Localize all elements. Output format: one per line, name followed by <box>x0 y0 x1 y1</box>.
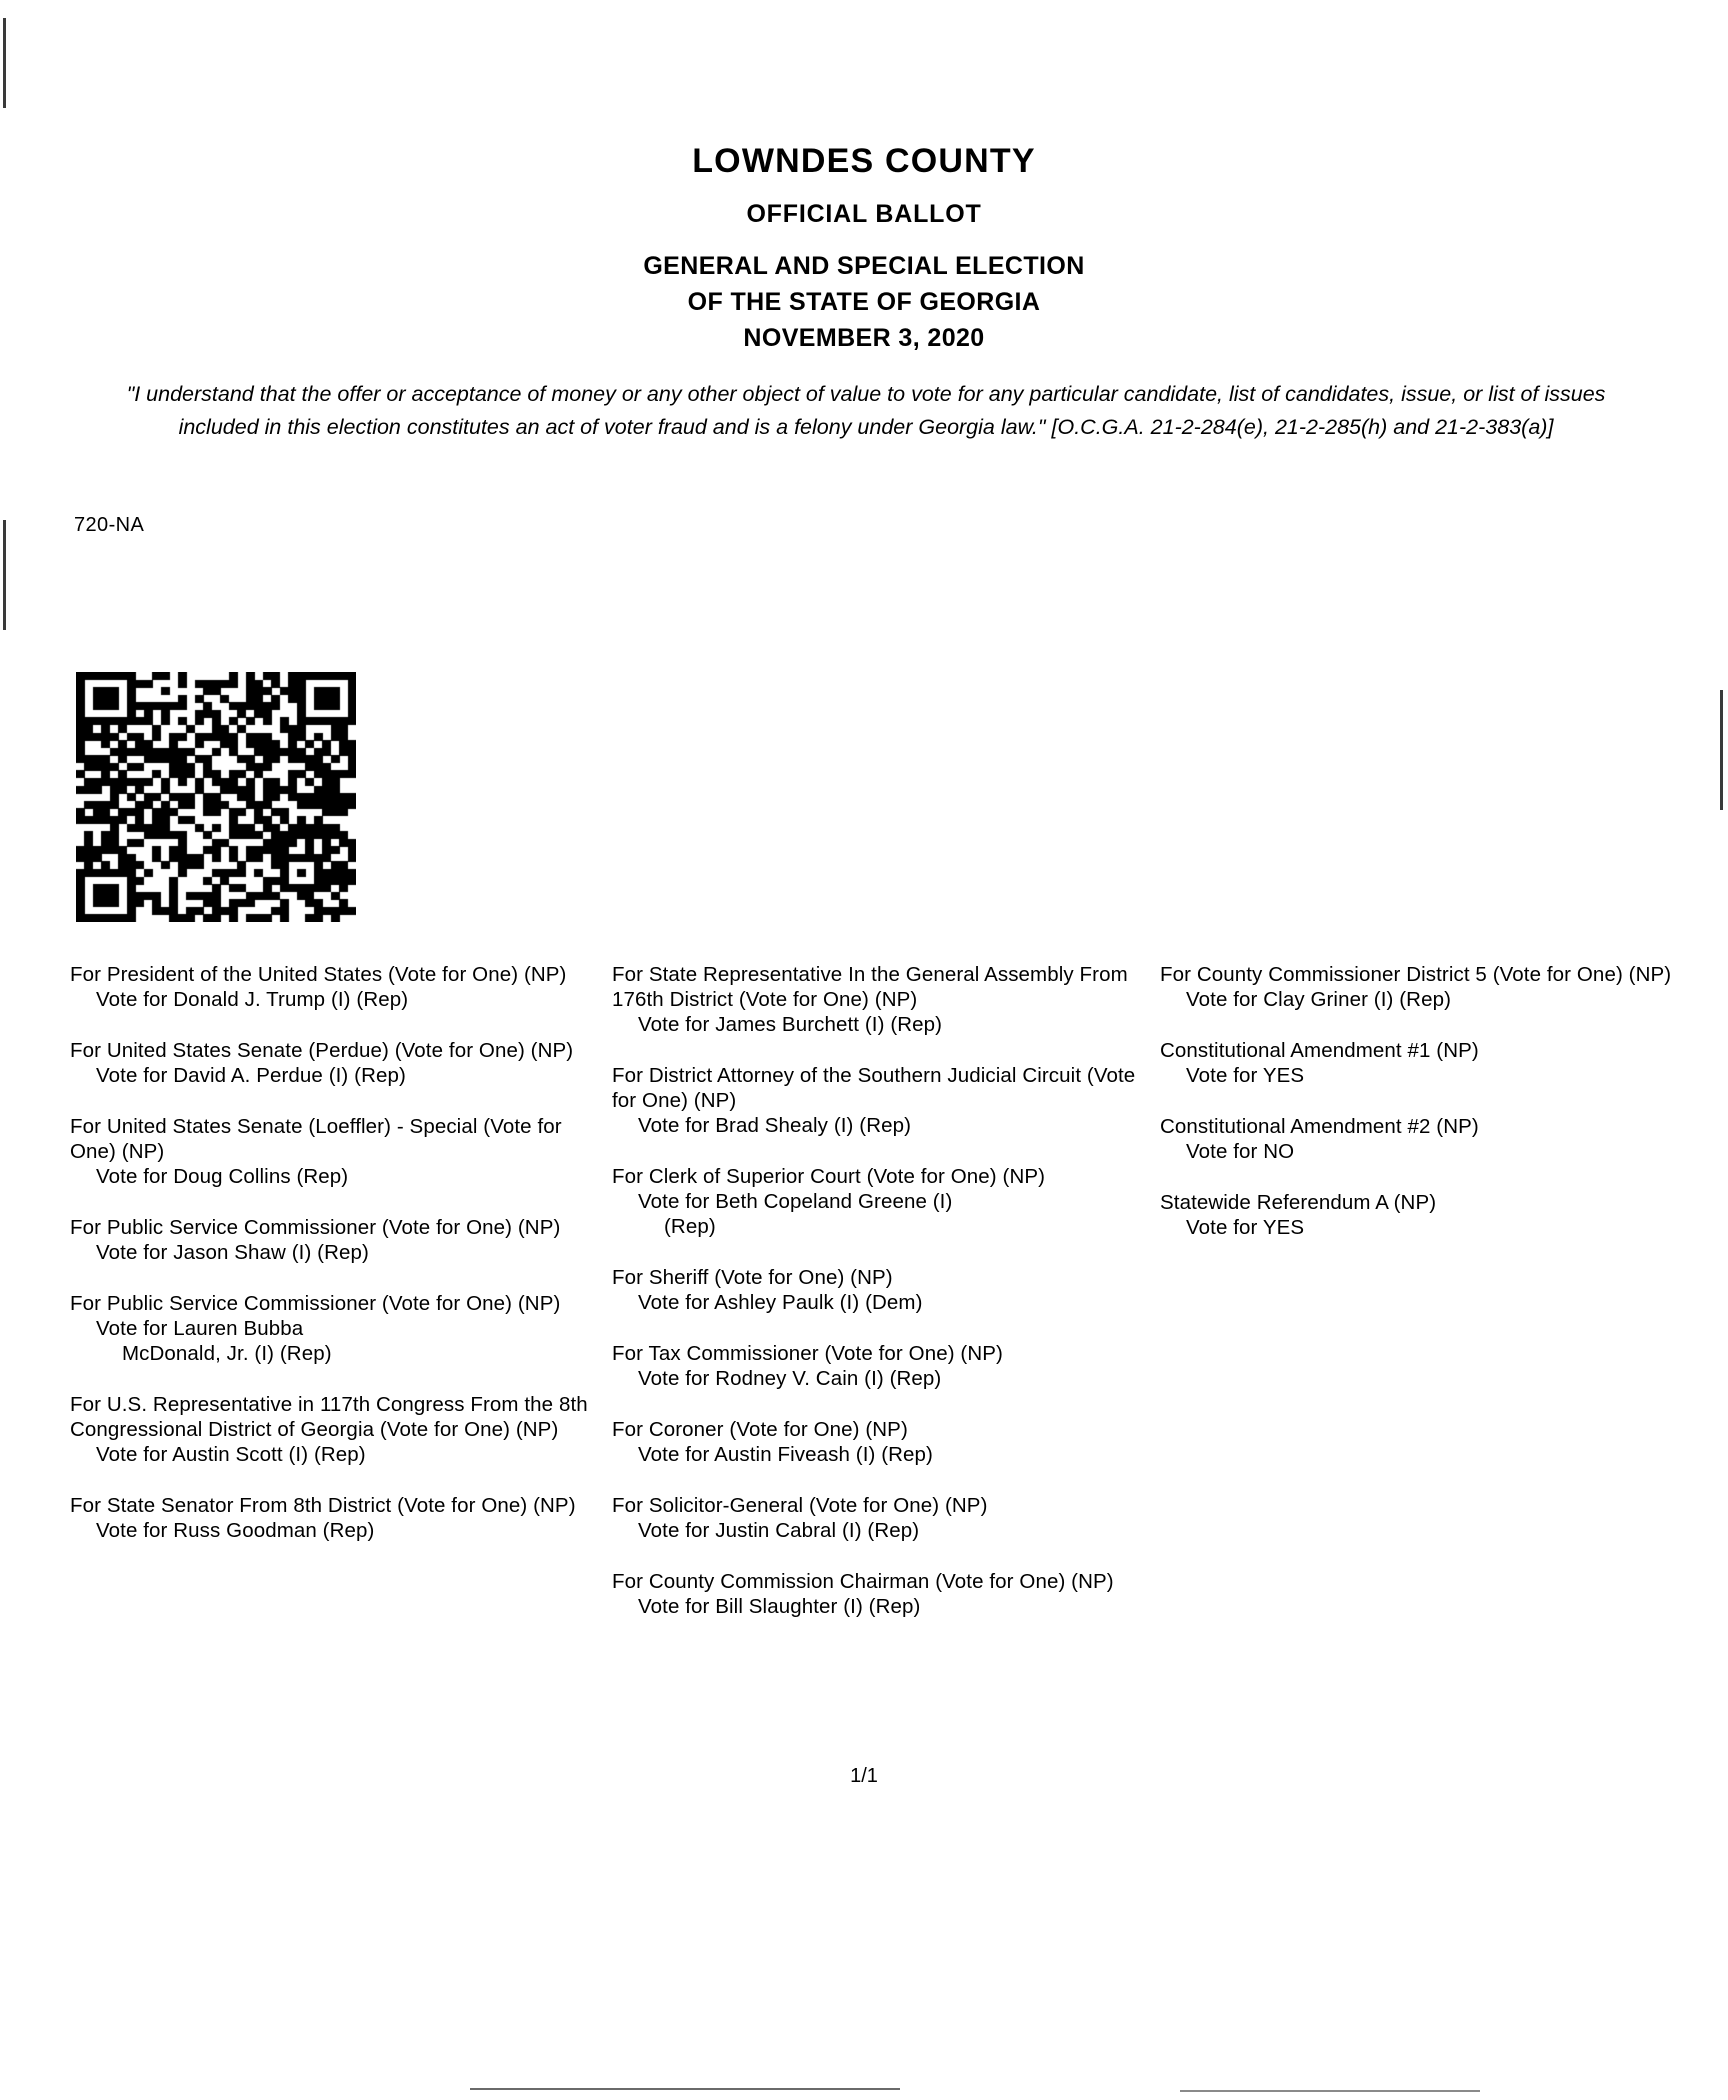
contest-column-3 <box>1160 962 1680 1266</box>
choice-text: Vote for Donald J. Trump (I) (Rep) <box>96 988 409 1011</box>
contest-block <box>70 962 600 1012</box>
contest-office-title: For County Commissioner District 5 (Vote for One) (NP) <box>1160 963 1672 986</box>
contest-office-title: Statewide Referendum A (NP) <box>1160 1191 1437 1214</box>
election-title-line-2: OF THE STATE OF GEORGIA <box>687 288 1041 316</box>
contest-office-title: For District Attorney of the Southern Judicial Circuit (Vote for One) (NP) <box>612 1064 1136 1112</box>
contest-block <box>70 1114 600 1189</box>
contest-selected-choice <box>70 1063 600 1088</box>
contest-selected-choice <box>1160 1063 1680 1088</box>
contest-office-title: For Public Service Commissioner (Vote for One) (NP) <box>70 1216 561 1239</box>
choice-text: Vote for Austin Scott (I) (Rep) <box>96 1443 366 1466</box>
contest-block <box>612 1417 1147 1467</box>
choice-text: Vote for Bill Slaughter (I) (Rep) <box>638 1595 921 1618</box>
voter-fraud-oath-text: "I understand that the offer or acceptance of money or any other object of value to vote for any particular candidate, list of candidates, issue, or list of issues included in this election constitutes an act of voter fraud and is a felony under Georgia law." [O.C.G.A. 21-2-284(e), 21-2-285(h) and 21-2-383(a)] <box>126 382 1606 439</box>
contest-office-title: For United States Senate (Loeffler) - Special (Vote for One) (NP) <box>70 1115 562 1163</box>
contest-office-title: For Public Service Commissioner (Vote for One) (NP) <box>70 1292 561 1315</box>
scan-edge-mark <box>3 18 6 108</box>
contest-selected-choice <box>612 1290 1147 1315</box>
choice-text: Vote for NO <box>1186 1140 1295 1163</box>
contest-column-1 <box>70 962 600 1569</box>
contest-selected-choice <box>612 1518 1147 1543</box>
contest-selected-choice <box>612 1442 1147 1467</box>
contest-office-title: For President of the United States (Vote for One) (NP) <box>70 963 567 986</box>
choice-text: Vote for Justin Cabral (I) (Rep) <box>638 1519 920 1542</box>
choice-text: Vote for James Burchett (I) (Rep) <box>638 1013 943 1036</box>
contest-selected-choice <box>70 1442 600 1467</box>
contest-block <box>1160 1038 1680 1088</box>
choice-text: Vote for Lauren Bubba <box>96 1317 304 1340</box>
contest-block <box>70 1215 600 1265</box>
choice-text: Vote for David A. Perdue (I) (Rep) <box>96 1064 406 1087</box>
contest-block <box>70 1291 600 1366</box>
ballot-style-id: 720-NA <box>74 514 145 536</box>
election-title-line-1: GENERAL AND SPECIAL ELECTION <box>643 252 1085 280</box>
contest-block <box>612 1341 1147 1391</box>
contest-selected-choice <box>612 1366 1147 1391</box>
choice-text: Vote for Russ Goodman (Rep) <box>96 1519 375 1542</box>
contest-selected-choice <box>612 1189 1147 1239</box>
contest-office-title: For State Representative In the General Assembly From 176th District (Vote for One) (NP) <box>612 963 1128 1011</box>
scan-edge-mark <box>470 2088 900 2090</box>
contest-block <box>1160 1114 1680 1164</box>
choice-text: Vote for Rodney V. Cain (I) (Rep) <box>638 1367 942 1390</box>
choice-text: Vote for Ashley Paulk (I) (Dem) <box>638 1291 923 1314</box>
choice-text: Vote for YES <box>1186 1216 1305 1239</box>
choice-text: Vote for Brad Shealy (I) (Rep) <box>638 1114 912 1137</box>
contest-office-title: For Sheriff (Vote for One) (NP) <box>612 1266 893 1289</box>
contest-column-2 <box>612 962 1147 1645</box>
contest-block <box>70 1392 600 1467</box>
ballot-qr-code <box>76 672 356 922</box>
contest-office-title: Constitutional Amendment #2 (NP) <box>1160 1115 1479 1138</box>
choice-text-continuation: McDonald, Jr. (I) (Rep) <box>122 1342 332 1365</box>
contest-office-title: For Clerk of Superior Court (Vote for One) (NP) <box>612 1165 1046 1188</box>
choice-text: Vote for Jason Shaw (I) (Rep) <box>96 1241 369 1264</box>
contest-office-title: For U.S. Representative in 117th Congress From the 8th Congressional District of Georgia (Vote for One) (NP) <box>70 1393 588 1441</box>
contest-selected-choice <box>70 1164 600 1189</box>
contest-office-title: For United States Senate (Perdue) (Vote for One) (NP) <box>70 1039 574 1062</box>
contest-selected-choice <box>70 1518 600 1543</box>
contest-selected-choice <box>612 1012 1147 1037</box>
contest-block <box>612 962 1147 1037</box>
contest-selected-choice <box>1160 1215 1680 1240</box>
choice-text-continuation: (Rep) <box>664 1215 716 1238</box>
scan-edge-mark <box>1720 690 1723 810</box>
choice-text: Vote for YES <box>1186 1064 1305 1087</box>
scan-edge-mark <box>1180 2090 1480 2092</box>
contest-block <box>612 1164 1147 1239</box>
contest-selected-choice <box>70 987 600 1012</box>
contest-block <box>70 1493 600 1543</box>
contest-selected-choice <box>1160 987 1680 1012</box>
contest-selected-choice <box>70 1240 600 1265</box>
election-date: NOVEMBER 3, 2020 <box>743 324 985 352</box>
choice-text: Vote for Clay Griner (I) (Rep) <box>1186 988 1452 1011</box>
contest-block <box>1160 1190 1680 1240</box>
contest-office-title: For Coroner (Vote for One) (NP) <box>612 1418 908 1441</box>
contest-selected-choice <box>1160 1139 1680 1164</box>
contest-selected-choice <box>612 1113 1147 1138</box>
contest-office-title: For Tax Commissioner (Vote for One) (NP) <box>612 1342 1003 1365</box>
contest-block <box>70 1038 600 1088</box>
contest-office-title: For County Commission Chairman (Vote for One) (NP) <box>612 1570 1114 1593</box>
page-number: 1/1 <box>850 1765 878 1787</box>
contest-block <box>612 1569 1147 1619</box>
county-title: LOWNDES COUNTY <box>692 142 1036 180</box>
choice-text: Vote for Beth Copeland Greene (I) <box>638 1190 953 1213</box>
contest-office-title: For Solicitor-General (Vote for One) (NP) <box>612 1494 988 1517</box>
contest-block <box>1160 962 1680 1012</box>
contest-office-title: For State Senator From 8th District (Vote for One) (NP) <box>70 1494 576 1517</box>
contest-selected-choice <box>70 1316 600 1366</box>
official-ballot-title: OFFICIAL BALLOT <box>746 200 982 228</box>
contest-block <box>612 1493 1147 1543</box>
contest-selected-choice <box>612 1594 1147 1619</box>
contest-block <box>612 1265 1147 1315</box>
choice-text: Vote for Austin Fiveash (I) (Rep) <box>638 1443 933 1466</box>
choice-text: Vote for Doug Collins (Rep) <box>96 1165 349 1188</box>
contest-office-title: Constitutional Amendment #1 (NP) <box>1160 1039 1479 1062</box>
contest-block <box>612 1063 1147 1138</box>
scan-edge-mark <box>3 520 6 630</box>
